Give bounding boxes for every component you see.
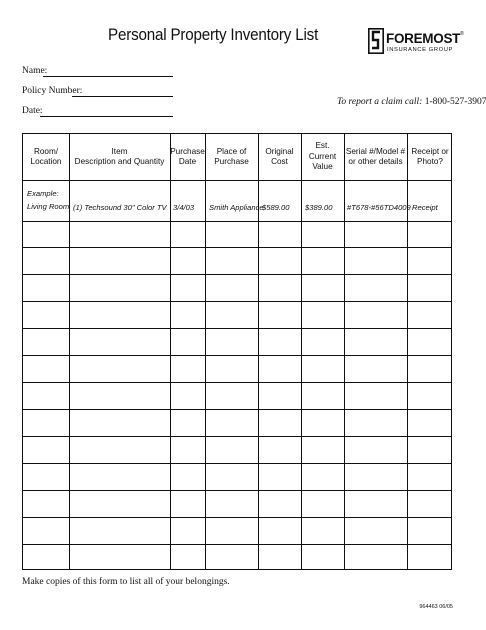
logo-subtitle: INSURANCE GROUP (387, 47, 454, 53)
name-line[interactable] (43, 76, 173, 77)
example-room: Living Room (27, 202, 70, 211)
example-current-value: $389.00 (305, 203, 333, 212)
row-divider (23, 544, 451, 545)
policy-number-label: Policy Number: (22, 86, 83, 96)
row-divider (23, 221, 451, 222)
example-place: Smith Appliance (209, 203, 264, 212)
row-divider (23, 382, 451, 383)
column-divider (170, 134, 171, 569)
row-divider (23, 490, 451, 491)
header-place-of-purchase: Place of Purchase (214, 146, 249, 166)
row-divider (23, 409, 451, 410)
row-divider (23, 328, 451, 329)
row-divider (23, 274, 451, 275)
row-divider (23, 355, 451, 356)
row-divider (23, 180, 451, 181)
row-divider (23, 247, 451, 248)
foremost-logo-icon (368, 28, 384, 54)
logo-name: FOREMOST® (386, 31, 464, 46)
name-field[interactable] (22, 66, 47, 76)
foremost-logo (368, 28, 463, 68)
example-original-cost: $589.00 (262, 203, 290, 212)
header-purchase-date: Purchase Date (170, 146, 205, 166)
form-code: 964463 06/05 (419, 604, 453, 610)
inventory-table (22, 133, 452, 570)
column-divider (344, 134, 345, 569)
header-current-value: Est. Current Value (308, 141, 337, 172)
header-item-description: Item Description and Quantity (74, 146, 165, 166)
name-label: Name: (22, 66, 48, 76)
example-receipt: Receipt (412, 203, 438, 212)
row-divider (23, 436, 451, 437)
header-serial-model: Serial #/Model # or other details (345, 146, 406, 166)
policy-number-field[interactable] (22, 86, 82, 96)
footer-note: Make copies of this form to list all of your belongings. (22, 577, 230, 587)
header-receipt-photo: Receipt or Photo? (411, 146, 449, 166)
row-divider (23, 301, 451, 302)
policy-number-line[interactable] (72, 96, 173, 97)
column-divider (69, 134, 70, 569)
row-divider (23, 463, 451, 464)
header-room-location: Room/ Location (30, 146, 62, 166)
column-divider (301, 134, 302, 569)
claim-phone-note: To report a claim call: 1-800-527-3907 (337, 97, 486, 107)
example-item: (1) Techsound 30" Color TV (73, 203, 167, 212)
header-original-cost: Original Cost (265, 146, 294, 166)
date-line[interactable] (40, 116, 173, 117)
column-divider (205, 134, 206, 569)
page-title: Personal Property Inventory List (108, 26, 319, 44)
row-divider (23, 517, 451, 518)
example-label: Example: (27, 189, 59, 198)
date-field[interactable] (22, 106, 43, 116)
example-date: 3/4/03 (173, 203, 195, 212)
column-divider (407, 134, 408, 569)
example-serial: #T678-#56TD4009 (347, 203, 411, 212)
column-divider (258, 134, 259, 569)
date-label: Date: (22, 106, 43, 116)
